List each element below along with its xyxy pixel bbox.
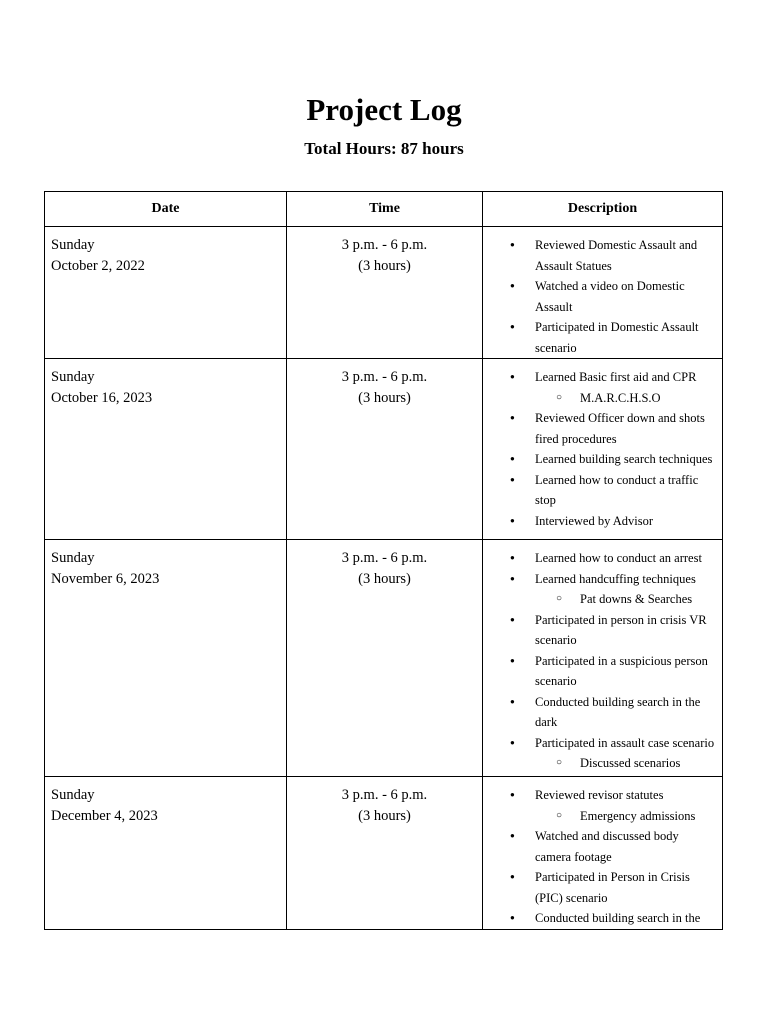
list-item: ● Reviewed Officer down and shots fired procedures bbox=[535, 408, 716, 449]
time-cell bbox=[287, 227, 483, 359]
time-range: 3 p.m. - 6 p.m. bbox=[341, 787, 428, 803]
description-cell bbox=[483, 227, 723, 359]
duration: (3 hours) bbox=[358, 257, 411, 274]
table-row bbox=[45, 777, 723, 930]
description-list bbox=[489, 785, 716, 929]
sub-list-item: ○ Discussed scenarios bbox=[535, 753, 716, 774]
time-cell bbox=[287, 359, 483, 540]
description-cell bbox=[483, 777, 723, 930]
day-of-week: Sunday bbox=[51, 787, 95, 803]
duration: (3 hours) bbox=[358, 570, 411, 587]
date-text: December 4, 2023 bbox=[51, 807, 158, 824]
duration: (3 hours) bbox=[358, 389, 411, 406]
sub-list-item: ○ Pat downs & Searches bbox=[535, 589, 716, 610]
sub-list-item: ○ Emergency admissions bbox=[535, 806, 716, 827]
date-column-header: Date bbox=[45, 192, 287, 227]
time-range: 3 p.m. - 6 p.m. bbox=[341, 369, 428, 385]
list-item: ● Conducted building search in the bbox=[535, 908, 716, 929]
description-list bbox=[489, 235, 716, 358]
description-cell bbox=[483, 359, 723, 540]
list-item: ● Learned how to conduct a traffic stop bbox=[535, 470, 716, 511]
description-list bbox=[489, 548, 716, 774]
page-title: Project Log bbox=[306, 92, 462, 127]
list-item: ● Learned how to conduct an arrest bbox=[535, 548, 716, 569]
time-range: 3 p.m. - 6 p.m. bbox=[341, 237, 428, 253]
time-cell bbox=[287, 540, 483, 777]
list-item: ● Learned building search techniques bbox=[535, 449, 716, 470]
time-cell bbox=[287, 777, 483, 930]
list-item: ● Reviewed revisor statutes bbox=[535, 785, 716, 806]
table-row bbox=[45, 227, 723, 359]
time-column-header: Time bbox=[287, 192, 483, 227]
list-item: ● Watched a video on Domestic Assault bbox=[535, 276, 716, 317]
date-text: October 2, 2022 bbox=[51, 257, 145, 274]
list-item: ● Watched and discussed body camera footage bbox=[535, 826, 716, 867]
list-item: ● Participated in a suspicious person scenario bbox=[535, 651, 716, 692]
description-column-header: Description bbox=[483, 192, 723, 227]
list-item: ● Conducted building search in the dark bbox=[535, 692, 716, 733]
date-cell bbox=[45, 540, 287, 777]
list-item: ● Learned Basic first aid and CPR bbox=[535, 367, 716, 388]
project-log-table bbox=[44, 191, 723, 930]
day-of-week: Sunday bbox=[51, 369, 95, 385]
time-range: 3 p.m. - 6 p.m. bbox=[341, 550, 428, 566]
table-row bbox=[45, 359, 723, 540]
description-cell bbox=[483, 540, 723, 777]
day-of-week: Sunday bbox=[51, 550, 95, 566]
date-text: October 16, 2023 bbox=[51, 389, 153, 406]
list-item: ● Participated in assault case scenario bbox=[535, 733, 716, 754]
table-row bbox=[45, 540, 723, 777]
date-cell bbox=[45, 359, 287, 540]
date-cell bbox=[45, 777, 287, 930]
description-list bbox=[489, 367, 716, 531]
table-header-row bbox=[45, 192, 723, 227]
day-of-week: Sunday bbox=[51, 237, 95, 253]
duration: (3 hours) bbox=[358, 807, 411, 824]
list-item: ● Reviewed Domestic Assault and Assault Statues bbox=[535, 235, 716, 276]
total-hours: Total Hours: 87 hours bbox=[304, 139, 464, 158]
list-item: ● Participated in person in crisis VR scenario bbox=[535, 610, 716, 651]
sub-list-item: ○ M.A.R.C.H.S.O bbox=[535, 388, 716, 409]
list-item: ● Interviewed by Advisor bbox=[535, 511, 716, 532]
list-item: ● Learned handcuffing techniques bbox=[535, 569, 716, 590]
date-cell bbox=[45, 227, 287, 359]
date-text: November 6, 2023 bbox=[51, 570, 160, 587]
table-body bbox=[45, 227, 723, 930]
list-item: ● Participated in Domestic Assault scenario bbox=[535, 317, 716, 358]
list-item: ● Participated in Person in Crisis (PIC) scenario bbox=[535, 867, 716, 908]
